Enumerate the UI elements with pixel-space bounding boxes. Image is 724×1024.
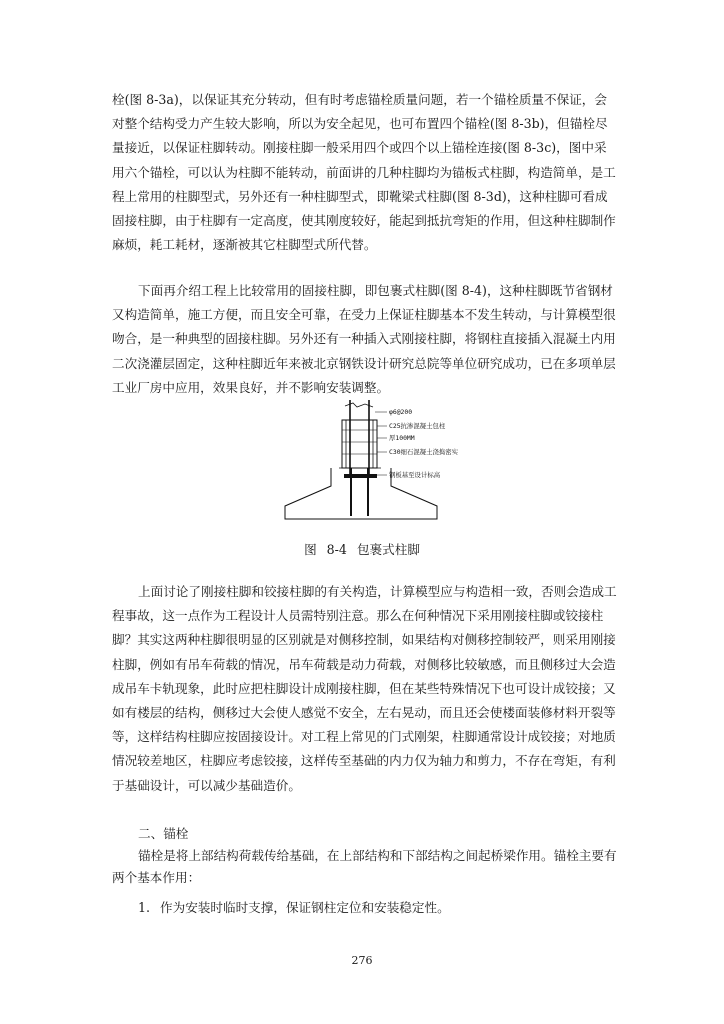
section-heading: 二、锚栓	[138, 826, 189, 841]
paragraph-4	[112, 845, 617, 889]
figure-caption: 图 8-4 包裹式柱脚	[304, 542, 420, 557]
text-line: 于基础设计，可以减少基础造价。	[112, 777, 301, 793]
column-base-diagram	[283, 398, 458, 528]
text-line: 固接柱脚，由于柱脚有一定高度，使其刚度较好，能起到抵抗弯矩的作用，但这种柱脚制作	[112, 213, 616, 229]
text-line: 麻烦，耗工耗材，逐渐被其它柱脚型式所代替。	[112, 237, 377, 253]
text-line: 情况较差地区，柱脚应考虑铰接，这样传至基础的内力仅为轴力和剪力，不存在弯矩，有利	[112, 753, 616, 769]
text-line: 程上常用的柱脚型式，另外还有一种柱脚型式，即靴梁式柱脚(图 8-3d)，这种柱脚可看成	[112, 188, 608, 204]
text-line: 二次浇灌层固定，这种柱脚近年来被北京钢铁设计研究总院等单位研究成功，已在多项单层	[112, 355, 616, 371]
text-line: 锚栓是将上部结构荷载传给基础，在上部结构和下部结构之间起桥梁作用。锚栓主要有	[138, 848, 617, 863]
list-item-number: 1.	[138, 900, 151, 915]
paragraph-3	[112, 580, 617, 798]
text-line: 工业厂房中应用，效果良好，并不影响安装调整。	[112, 379, 390, 395]
text-line: 程事故，这一点作为工程设计人员需特别注意。那么在何种情况下采用刚接柱脚或铰接柱	[112, 608, 604, 624]
text-line: 对整个结构受力产生较大影响，所以为安全起见，也可布置四个锚栓(图 8-3b)，但锚栓尽	[112, 116, 608, 132]
annotation-base-plate: 钢板基至设计标高	[389, 471, 441, 479]
list-item-text: 作为安装时临时支撑，保证钢柱定位和安装稳定性。	[160, 900, 450, 915]
annotation-grout: C30细石混凝土浇捣密实	[389, 448, 458, 456]
paragraph-1	[112, 88, 617, 257]
text-line: 上面讨论了刚接柱脚和铰接柱脚的有关构造，计算模型应与构造相一致，否则会造成工	[138, 584, 617, 599]
text-line: 用六个锚栓，可以认为柱脚不能转动，前面讲的几种柱脚均为锚板式柱脚，构造简单，是工	[112, 164, 616, 180]
text-line: 栓(图 8-3a)，以保证其充分转动，但有时考虑锚栓质量问题，若一个锚栓质量不保证，会	[112, 92, 607, 107]
page-number: 276	[351, 954, 373, 967]
text-line: 如有楼层的结构，侧移过大会使人感觉不安全，左右晃动，而且还会使楼面装修材料开裂等	[112, 705, 616, 721]
concrete-encasement	[342, 420, 377, 468]
annotation-stirrup: φ6@200	[389, 408, 413, 416]
annotation-thickness: 厚100MM	[389, 434, 415, 442]
text-line: 又构造简单，施工方便，而且安全可靠，在受力上保证柱脚基本不发生转动，与计算模型很	[112, 307, 616, 323]
paragraph-2	[112, 279, 617, 400]
text-line: 量接近，以保证柱脚转动。刚接柱脚一般采用四个或四个以上锚栓连接(图 8-3c)，图中采	[112, 140, 607, 156]
text-line: 下面再介绍工程上比较常用的固接柱脚，即包裹式柱脚(图 8-4)，这种柱脚既节省钢材	[138, 283, 613, 298]
text-line: 脚？其实这两种柱脚很明显的区别就是对侧移控制，如果结构对侧移控制较严，则采用刚接	[112, 632, 616, 648]
text-line: 等，这样结构柱脚应按固接设计。对工程上常见的门式刚架，柱脚通常设计成铰接；对地质	[112, 729, 616, 745]
annotation-concrete: C25抗渗混凝土包柱	[389, 422, 446, 430]
text-line: 成吊车卡轨现象，此时应把柱脚设计成刚接柱脚，但在某些特殊情况下也可设计成铰接；又	[112, 680, 616, 696]
list-item	[138, 897, 450, 919]
text-line: 吻合，是一种典型的固接柱脚。另外还有一种插入式刚接柱脚，将钢柱直接插入混凝土内用	[112, 331, 616, 347]
base-plate	[344, 474, 377, 478]
text-line: 柱脚，例如有吊车荷载的情况，吊车荷载是动力荷载，对侧移比较敏感，而且侧移过大会造	[112, 656, 616, 672]
text-line: 两个基本作用：	[112, 870, 201, 885]
